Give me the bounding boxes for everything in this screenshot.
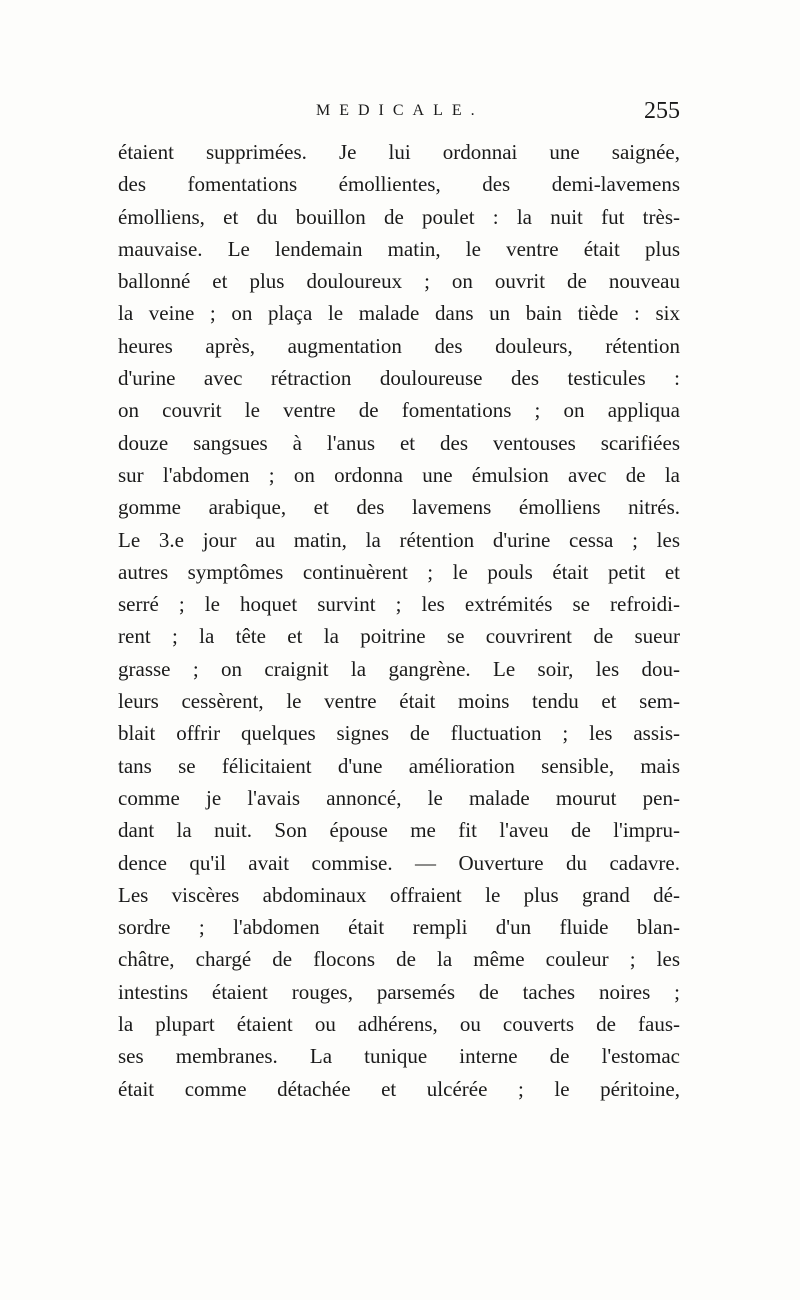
text-line: comme je l'avais annoncé, le malade mourut pen- <box>118 785 680 810</box>
text-line: la veine ; on plaça le malade dans un bain tiède : six <box>118 301 680 326</box>
text-line: émolliens, et du bouillon de poulet : la nuit fut très- <box>118 204 680 229</box>
text-line: heures après, augmentation des douleurs, rétention <box>118 333 680 358</box>
text-line: étaient supprimées. Je lui ordonnai une saignée, <box>118 140 680 164</box>
text-line: serré ; le hoquet survint ; les extrémités se refroidi- <box>118 592 680 617</box>
text-line: leurs cessèrent, le ventre était moins tendu et sem- <box>118 689 680 714</box>
text-line: d'urine avec rétraction douloureuse des testicules : <box>118 366 680 391</box>
text-line: ses membranes. La tunique interne de l'estomac <box>118 1044 680 1069</box>
text-line: des fomentations émollientes, des demi-lavemens <box>118 172 680 197</box>
text-line: intestins étaient rouges, parsemés de taches noires ; <box>118 979 680 1004</box>
text-line: douze sangsues à l'anus et des ventouses scarifiées <box>118 430 680 455</box>
text-line: gomme arabique, et des lavemens émolliens nitrés. <box>118 495 680 520</box>
text-line: Les viscères abdominaux offraient le plus grand dé- <box>118 882 680 907</box>
running-head: MEDICALE. <box>316 102 484 119</box>
text-line: grasse ; on craignit la gangrène. Le soir, les dou- <box>118 656 680 681</box>
text-line: dant la nuit. Son épouse me fit l'aveu de l'impru- <box>118 818 680 843</box>
text-line: dence qu'il avait commise. — Ouverture du cadavre. <box>118 850 680 875</box>
text-line: châtre, chargé de flocons de la même couleur ; les <box>118 947 680 972</box>
text-line: on couvrit le ventre de fomentations ; on appliqua <box>118 398 680 423</box>
text-line: Le 3.e jour au matin, la rétention d'urine cessa ; les <box>118 527 680 552</box>
text-line: rent ; la tête et la poitrine se couvrirent de sueur <box>118 624 680 649</box>
text-line: sur l'abdomen ; on ordonna une émulsion avec de la <box>118 462 680 487</box>
text-line: ballonné et plus douloureux ; on ouvrit de nouveau <box>118 269 680 294</box>
text-line: tans se félicitaient d'une amélioration sensible, mais <box>118 753 680 778</box>
page-header <box>118 98 680 128</box>
text-line: autres symptômes continuèrent ; le pouls était petit et <box>118 559 680 584</box>
text-line: sordre ; l'abdomen était rempli d'un fluide blan- <box>118 915 680 940</box>
text-line: la plupart étaient ou adhérens, ou couverts de faus- <box>118 1012 680 1037</box>
text-line: mauvaise. Le lendemain matin, le ventre était plus <box>118 236 680 261</box>
text-line: blait offrir quelques signes de fluctuation ; les assis- <box>118 721 680 746</box>
text-line: était comme détachée et ulcérée ; le péritoine, <box>118 1076 680 1101</box>
page-number: 255 <box>644 98 680 124</box>
body-text <box>118 136 680 1105</box>
